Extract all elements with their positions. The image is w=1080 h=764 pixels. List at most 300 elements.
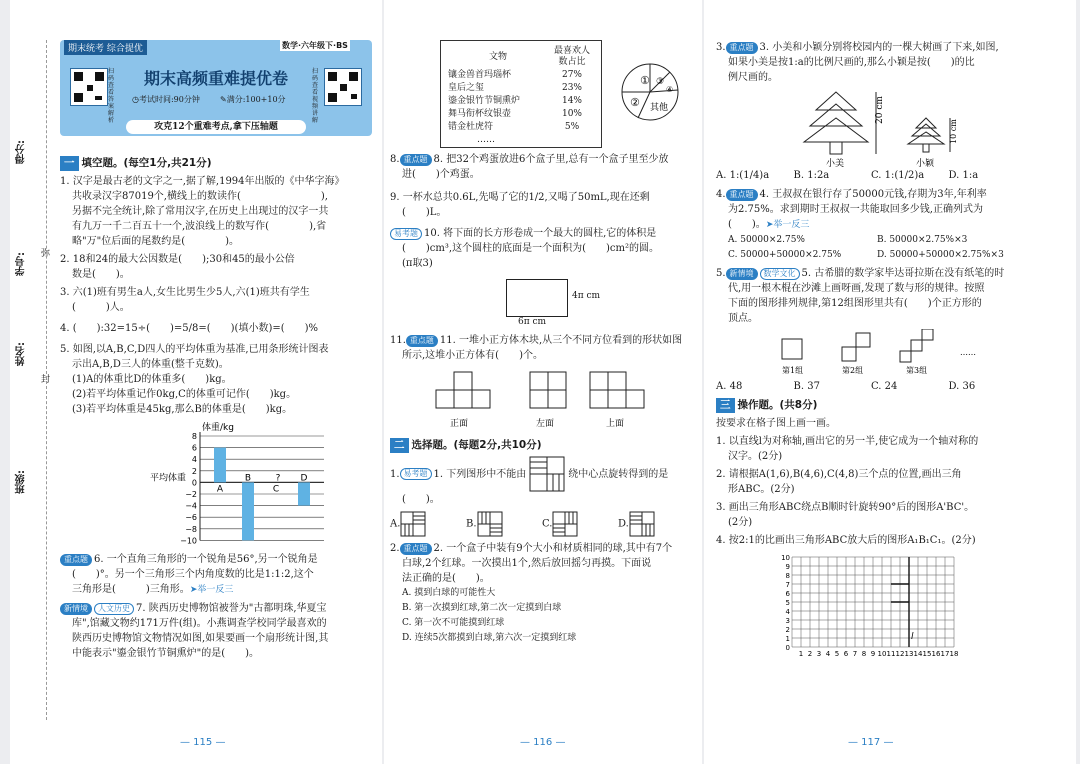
- q5-line-2: 示出A,B,D三人的体重(整千克数)。: [72, 359, 229, 370]
- x-tick-label: 18: [949, 650, 959, 658]
- page-number-117: — 117 —: [848, 737, 894, 748]
- label-score: 得分:: [16, 140, 27, 164]
- view-label-left: 左面: [536, 419, 555, 429]
- choice-5-option-b[interactable]: B. 37: [793, 381, 820, 392]
- q10-line-3: (π取3): [402, 258, 433, 269]
- choice-4-option-d[interactable]: D. 50000+50000×2.75%×3: [877, 250, 1004, 260]
- x-tick-label: 5: [834, 650, 840, 658]
- pattern-square: [782, 339, 802, 359]
- choice-5-option-a[interactable]: A. 48: [716, 381, 743, 392]
- cube-face: [454, 390, 472, 408]
- choice-2-text-1: 2. 一个盒子中装有9个大小和材质相同的球,其中有7个: [433, 543, 673, 554]
- x-tick-label: 14: [913, 650, 923, 658]
- view-top: [590, 372, 644, 408]
- option-b-shape: [477, 511, 503, 537]
- x-tick-label: 8: [861, 650, 867, 658]
- question-choice-1: [390, 456, 694, 537]
- big-tree: [804, 92, 876, 154]
- axis-l-label: l: [911, 632, 914, 642]
- tick-label: −8: [185, 524, 197, 534]
- choice-4-option-a[interactable]: A. 50000×2.75%: [728, 235, 805, 245]
- qr-left: [70, 68, 108, 106]
- y-tick-label: 0: [785, 644, 790, 652]
- choice-1-tag: 易考题: [400, 468, 432, 480]
- choice-3-text-1: 3. 小美和小颖分别将校园内的一棵大树画了下来,如图,: [759, 42, 999, 53]
- choice-2-line-1: [390, 541, 694, 556]
- x-tick-label: 6: [843, 650, 849, 658]
- exam-time-text: 考试时间:90分钟: [138, 95, 200, 104]
- cube-face: [590, 372, 608, 390]
- choice-5-line-3: 下面的图形排列规律,第12组图形里共有( )个正方形的: [728, 298, 982, 309]
- header-banner: [60, 40, 372, 136]
- pen-icon: ✎: [220, 95, 227, 104]
- bar-D: [298, 482, 310, 505]
- table-cell: 皇后之玺: [448, 83, 485, 93]
- y-tick-label: 2: [785, 626, 790, 634]
- section-1-title: [60, 156, 374, 171]
- q6-line-1: [60, 552, 374, 567]
- choice-3-line-3: 例尺画的。: [728, 72, 778, 83]
- choice-2-option-c[interactable]: C. 第一次不可能摸到红球: [402, 618, 505, 628]
- tick-label: 4: [191, 455, 197, 465]
- table-cell: 鎏金银竹节铜熏炉: [448, 96, 521, 106]
- pie-divider: [650, 90, 678, 92]
- choice-4-option-b[interactable]: B. 50000×2.75%×3: [877, 235, 968, 245]
- tree-layer: [908, 132, 944, 144]
- choice-1-option-a-label: A.: [390, 518, 401, 530]
- pattern-label: 第3组: [906, 366, 928, 375]
- operation-intro: 按要求在格子图上画一画。: [716, 418, 836, 429]
- small-tree-label: 小颖: [916, 159, 935, 168]
- choice-2-option-b[interactable]: B. 第一次摸到红球,第二次一定摸到白球: [402, 603, 562, 613]
- tick-label: 6: [191, 443, 197, 453]
- bar-B: [242, 482, 254, 540]
- average-label: 平均体重: [150, 473, 186, 484]
- q1-line-2: 共收录汉字87019个,横线上的数读作( ),: [72, 191, 328, 202]
- q7-line-3: 陕西历史博物馆文物情况如图,如果要画一个扇形统计图,其: [72, 633, 329, 644]
- x-tick-label: 10: [877, 650, 887, 658]
- tree-layer: [804, 118, 868, 142]
- sector-pie: [620, 62, 680, 122]
- q10-line-2: ( )cm³,这个圆柱的底面是一个面积为( )cm²的圆。: [402, 243, 659, 254]
- x-tick-label: 17: [940, 650, 950, 658]
- question-fill-11: [390, 333, 694, 363]
- op1-line-2: 汉字。(2分): [728, 451, 783, 462]
- pattern-ellipsis: ……: [960, 348, 976, 357]
- q6-tag: 重点题: [60, 554, 92, 566]
- table-head-artifact: 文物: [488, 51, 507, 62]
- x-tick-label: 15: [922, 650, 932, 658]
- choice-2-option-a[interactable]: A. 摸到白球的可能性大: [402, 588, 496, 598]
- x-tick-label: 7: [852, 650, 858, 658]
- page-117: [704, 0, 1076, 764]
- big-tree-height: 20 cm: [875, 96, 885, 124]
- y-tick-label: 8: [785, 572, 790, 580]
- choice-5-tag-1: 新情境: [726, 268, 758, 280]
- question-fill-8: [390, 152, 694, 182]
- small-tree: [908, 118, 950, 152]
- choice-1-option-a[interactable]: [390, 511, 466, 537]
- view-label-front: 正面: [450, 419, 469, 429]
- section-3-text: 操作题。(共8分): [737, 399, 818, 411]
- table-cell: 23%: [561, 83, 582, 93]
- big-tree-label: 小美: [826, 159, 845, 168]
- choice-4-text-1: 4. 王叔叔在银行存了50000元钱,存期为3年,年利率: [759, 189, 987, 200]
- q8-line-1: [390, 152, 694, 167]
- q8-text-1: 8. 把32个鸡蛋放进6个盒子里,总有一个盒子里至少放: [433, 154, 669, 165]
- q11-text-1: 11. 一堆小正方体木块,从三个不同方位看到的形状如图: [439, 335, 683, 346]
- view-left: [530, 372, 566, 408]
- middle-column: [390, 152, 694, 649]
- q5-line-5: (3)若平均体重是45kg,那么B的体重是( )kg。: [72, 404, 293, 415]
- q6-line-3: [60, 582, 374, 598]
- slogan: 攻克12个重难考点,拿下压轴题: [126, 120, 306, 134]
- section-2-title: [390, 438, 694, 453]
- question-fill-5: [60, 342, 374, 417]
- choice-5-line-4: 顶点。: [728, 313, 758, 324]
- q7-line-4: 中能表示"鎏金银竹节铜熏炉"的是( )。: [72, 648, 260, 659]
- q1-line-1: 1. 汉字是最古老的文字之一,据了解,1994年出版的《中华字海》: [60, 176, 345, 187]
- pattern-label: 第2组: [842, 366, 864, 375]
- paper-title: 期末高频重难提优卷: [143, 69, 288, 88]
- cube-face: [530, 372, 548, 390]
- choice-2-option-d[interactable]: D. 连续5次都摸到白球,第六次一定摸到红球: [402, 633, 577, 643]
- section-1-no: 一: [60, 156, 79, 171]
- left-column: [60, 152, 374, 664]
- view-front: [436, 372, 490, 408]
- question-fill-9: [390, 190, 694, 220]
- qr-left-text: 扫码查看答案解析: [108, 68, 115, 124]
- right-column: [716, 40, 1026, 661]
- option-d-shape: [629, 511, 655, 537]
- subject-label: 数学·六年级下·BS: [282, 41, 348, 50]
- q11-line-1: [390, 333, 694, 348]
- tick-label: −2: [185, 490, 197, 499]
- page-number-116: — 116 —: [520, 737, 566, 748]
- choice-4-options: [716, 233, 1026, 263]
- pattern-group-3: [900, 329, 933, 362]
- category-label: A: [216, 484, 224, 495]
- q7-text-1: 7. 陕西历史博物馆被誉为"古都明珠,华夏宝: [136, 603, 327, 614]
- q6-more-link[interactable]: ➤举一反三: [189, 585, 234, 595]
- tree-layer: [916, 118, 936, 128]
- choice-4-no: 4.: [716, 189, 726, 200]
- q7-line-2: 库",馆藏文物约171万件(组)。小燕调查学校同学最喜欢的: [72, 618, 327, 629]
- choice-5-line-1: [716, 266, 1026, 281]
- choice-1-text-1: 1. 下列图形中不能由: [433, 468, 527, 480]
- tree-layer: [810, 104, 862, 126]
- q5-line-3: (1)A的体重比D的体重多( )kg。: [72, 374, 232, 385]
- label-feng: 封: [41, 375, 51, 385]
- table-cell: 5%: [564, 122, 580, 132]
- op2-line-2: 形ABC。(2分): [728, 484, 795, 495]
- pattern-label: 第1组: [782, 366, 804, 375]
- section-2-no: 二: [390, 438, 409, 453]
- rect-width-label: 6π cm: [518, 317, 547, 327]
- pattern-square: [922, 329, 933, 340]
- choice-1-no: 1.: [390, 468, 400, 480]
- cube-face: [530, 390, 548, 408]
- choice-5-text-1: 5. 古希腊的数学家毕达哥拉斯在没有纸笔的时: [801, 268, 1005, 279]
- cube-face: [548, 372, 566, 390]
- y-tick-label: 1: [785, 635, 790, 643]
- tree-figures: [716, 88, 1016, 168]
- q11-line-2: 所示,这堆小正方体有( )个。: [402, 350, 543, 361]
- cube-face: [590, 390, 608, 408]
- choice-1-line-2: ( )。: [402, 494, 440, 505]
- q5-line-4: (2)若平均体重记作0kg,C的体重可记作( )kg。: [72, 389, 297, 400]
- tick-label: 8: [191, 432, 197, 441]
- question-fill-6: [60, 552, 374, 598]
- artifact-table: [447, 45, 595, 147]
- table-cell: 27%: [561, 70, 582, 80]
- label-name: 姓名:: [16, 342, 27, 366]
- bar-A: [214, 448, 226, 483]
- table-cell: 镶金兽首玛瑙杯: [448, 70, 512, 80]
- q9-line-2: ( )L。: [402, 207, 447, 218]
- question-fill-2: [60, 252, 374, 282]
- label-student-id: 学号:: [16, 252, 27, 276]
- operation-4: 4. 按2:1的比画出三角形ABC放大后的图形A₁B₁C₁。(2分): [716, 535, 976, 546]
- small-tree-height: 10 cm: [949, 119, 958, 144]
- q10-line-1: [390, 226, 694, 241]
- question-fill-3: [60, 285, 374, 315]
- choice-1-option-d-label: D.: [618, 518, 629, 530]
- q6-line-2: ( )°。另一个三角形三个内角度数的比是1:1:2,这个: [72, 569, 314, 580]
- qr-right: [324, 68, 362, 106]
- section-3-no: 三: [716, 398, 735, 413]
- three-views: [390, 366, 690, 434]
- pattern-group-1: [782, 339, 802, 359]
- pie-label: ①: [640, 74, 650, 87]
- choice-3-option-d[interactable]: D. 1:a: [948, 170, 979, 181]
- table-cell: 10%: [561, 109, 582, 119]
- choice-1-option-b-label: B.: [466, 518, 477, 530]
- y-tick-label: 9: [785, 563, 790, 571]
- y-tick-label: 4: [785, 608, 790, 616]
- clock-icon: ◷: [132, 95, 139, 104]
- binding-margin: [10, 0, 50, 764]
- choice-4-line-1: [716, 187, 1026, 202]
- choice-4-text-3: ( )。: [728, 219, 766, 230]
- choice-5-options: [716, 379, 1026, 394]
- choice-3-tag: 重点题: [726, 42, 758, 54]
- value-label: ?: [275, 473, 281, 484]
- section-1-text: 填空题。(每空1分,共21分): [81, 157, 212, 169]
- section-2-text: 选择题。(每题2分,共10分): [411, 439, 542, 451]
- choice-1-line-1: [390, 456, 694, 492]
- q7-tag-1: 新情境: [60, 603, 92, 615]
- table-row: [447, 108, 595, 121]
- rect-height-label: 4π cm: [572, 291, 601, 301]
- choice-5-line-2: 代,用一根木棍在沙滩上画呀画,发现了数与形的规律。按照: [728, 283, 985, 294]
- tree-trunk: [830, 142, 842, 154]
- choice-1-option-d[interactable]: [618, 511, 694, 537]
- y-tick-label: 10: [781, 554, 790, 562]
- choice-3-no: 3.: [716, 42, 726, 53]
- pattern-square: [900, 351, 911, 362]
- y-tick-label: 7: [785, 581, 790, 589]
- label-mi: 弥: [41, 249, 51, 259]
- pattern-group-2: [842, 333, 870, 361]
- pattern-square: [842, 347, 856, 361]
- table-cell: 错金杜虎符: [448, 122, 494, 132]
- pie-label: ③: [656, 77, 665, 87]
- tree-layer: [816, 92, 856, 110]
- artifact-table-box: [440, 40, 602, 148]
- pie-label: 其他: [650, 103, 669, 113]
- tree-trunk: [923, 144, 929, 152]
- label-class: 班级:: [16, 470, 27, 494]
- choice-1-option-b[interactable]: [466, 511, 542, 537]
- q8-line-2: 进( )个鸡蛋。: [402, 169, 480, 180]
- cube-face: [436, 390, 454, 408]
- q2-line-2: 数是( )。: [72, 269, 130, 280]
- q2-line-1: 2. 18和24的最大公因数是( );30和45的最小公倍: [60, 254, 295, 265]
- x-tick-label: 4: [825, 650, 831, 658]
- cube-face: [472, 390, 490, 408]
- x-tick-label: 9: [870, 650, 876, 658]
- banner-tag: 期末统考 综合提优: [64, 40, 147, 55]
- page-number-115: — 115 —: [180, 737, 226, 748]
- choice-4-option-c[interactable]: C. 50000+50000×2.75%: [728, 250, 842, 260]
- q11-tag: 重点题: [406, 335, 438, 347]
- tick-label: −4: [185, 501, 197, 511]
- choice-2-no: 2.: [390, 543, 400, 554]
- table-cell: [549, 134, 595, 147]
- exam-time: [132, 94, 200, 105]
- q6-text-1: 6. 一个直角三角形的一个锐角是56°,另一个锐角是: [94, 554, 318, 565]
- choice-2-line-3: 法正确的是( )。: [402, 573, 490, 584]
- table-cell: ……: [477, 135, 495, 145]
- choice-4-line-3: [716, 217, 1026, 233]
- q3-line-1: 3. 六(1)班有男生a人,女生比男生少5人,六(1)班共有学生: [60, 287, 310, 298]
- question-choice-3: [716, 40, 1026, 85]
- page-115: [10, 0, 382, 764]
- x-tick-label: 2: [807, 650, 813, 658]
- y-tick-label: 3: [785, 617, 790, 625]
- y-tick-label: 5: [785, 599, 790, 607]
- q10-tag: 易考题: [390, 228, 422, 240]
- x-tick-label: 12: [895, 650, 905, 658]
- table-row: [447, 121, 595, 134]
- q10-text-1: 10. 将下面的长方形卷成一个最大的圆柱,它的体积是: [424, 228, 657, 239]
- x-tick-label: 13: [904, 650, 914, 658]
- full-score: [220, 94, 286, 105]
- tick-label: −6: [185, 513, 197, 523]
- choice-5-option-d[interactable]: D. 36: [948, 381, 976, 392]
- choice-1-options: [390, 511, 694, 537]
- rotation-base-shape: [529, 456, 565, 492]
- page-116: [384, 0, 702, 764]
- category-label: D: [300, 473, 308, 484]
- choice-3-options: [716, 168, 1026, 183]
- choice-4-tag: 重点题: [726, 189, 758, 201]
- x-tick-label: 11: [886, 650, 896, 658]
- choice-1-option-c-label: C.: [542, 518, 553, 530]
- cube-face: [608, 390, 626, 408]
- q7-tag-2: 人文历史: [94, 603, 134, 615]
- full-score-text: 满分:100+10分: [226, 95, 286, 104]
- table-cell: 舞马衔杯纹银壶: [448, 109, 512, 119]
- q3-line-2: ( )人。: [72, 302, 130, 313]
- choice-5-option-c[interactable]: C. 24: [871, 381, 898, 392]
- table-cell: 14%: [561, 96, 582, 106]
- question-fill-10: [390, 226, 694, 271]
- q8-tag: 重点题: [400, 154, 432, 166]
- chart-title: 体重/kg: [202, 423, 234, 433]
- tick-label: 0: [191, 478, 197, 488]
- cube-face: [626, 390, 644, 408]
- choice-5-no: 5.: [716, 268, 726, 279]
- x-tick-label: 3: [816, 650, 822, 658]
- question-fill-4: 4. ( ):32=15÷( )=5/8=( )(填小数)=( )%: [60, 323, 319, 334]
- table-row: [447, 95, 595, 108]
- choice-2-line-2: 白球,2个红球。一次摸出1个,然后放回摇匀再摸。下面说: [402, 558, 652, 569]
- question-choice-4: [716, 187, 1026, 263]
- choice-3-option-b[interactable]: B. 1:2a: [793, 170, 830, 181]
- section-3-title: [716, 398, 1026, 413]
- square-pattern: [716, 329, 1016, 379]
- choice-4-line-2: 为2.75%。求到期时王叔叔一共能取回多少钱,正确列式为: [728, 204, 983, 215]
- q1-line-4: 有九万一千二百五十一个,波浪线上的数写作( ),省: [72, 221, 327, 232]
- choice-5-tag-2: 数学文化: [760, 268, 800, 280]
- question-fill-7: [60, 601, 374, 661]
- pie-label: ④: [666, 85, 674, 94]
- coordinate-grid[interactable]: [776, 551, 976, 661]
- pie-label: ②: [630, 96, 640, 109]
- pattern-square: [911, 340, 922, 351]
- tick-label: −10: [180, 536, 197, 546]
- option-c-shape: [552, 511, 578, 537]
- q11-no: 11.: [390, 335, 406, 346]
- rectangle: [506, 279, 568, 317]
- question-fill-1: [60, 174, 374, 249]
- choice-3-option-a[interactable]: A. 1:(1/4)a: [716, 170, 770, 181]
- q7-line-1: [60, 601, 374, 616]
- weight-bar-chart: [150, 420, 330, 548]
- q5-line-1: 5. 如图,以A,B,C,D四人的平均体重为基准,已用条形统计图表: [60, 344, 329, 355]
- op3-line-1: 3. 画出三角形ABC绕点B顺时针旋转90°后的图形A'BC'。: [716, 502, 975, 513]
- question-choice-2: [390, 541, 694, 646]
- q6-text-3: 三角形是( )三角形。: [72, 584, 190, 595]
- table-row: [447, 69, 595, 82]
- table-row: [447, 82, 595, 95]
- op3-line-2: (2分): [728, 517, 753, 528]
- y-tick-label: 6: [785, 590, 790, 598]
- cube-face: [454, 372, 472, 390]
- question-choice-5: [716, 266, 1026, 326]
- x-tick-label: 1: [798, 650, 804, 658]
- tick-label: 2: [191, 466, 197, 476]
- op2-line-1: 2. 请根据A(1,6),B(4,6),C(4,8)三个点的位置,画出三角: [716, 469, 962, 480]
- q9-line-1: 9. 一杯水总共0.6L,先喝了它的1/2,又喝了50mL,现在还剩: [390, 192, 650, 203]
- table-head-ratio: 最喜欢人数占比: [553, 46, 590, 67]
- q1-line-3: 另据不完全统计,除了常用汉字,在历史上出现过的汉字一共: [72, 206, 329, 217]
- rectangle-figure: [390, 275, 694, 327]
- op1-line-1: 1. 以直线l为对称轴,画出它的另一半,使它成为一个轴对称的: [716, 436, 979, 447]
- choice-3-line-2: 如果小美是按1:a的比例尺画的,那么小颖是按( )的比: [728, 57, 975, 68]
- cut-line: [46, 40, 47, 720]
- pattern-square: [856, 333, 870, 347]
- q1-line-5: 略"万"位后面的尾数约是( )。: [72, 236, 240, 247]
- choice-1-text-2: 绕中心点旋转得到的是: [568, 468, 669, 480]
- cube-face: [608, 372, 626, 390]
- choice-3-option-c[interactable]: C. 1:(1/2)a: [871, 170, 925, 181]
- choice-4-more-link[interactable]: ➤举一反三: [765, 220, 810, 230]
- choice-1-option-c[interactable]: [542, 511, 618, 537]
- operation-1: [716, 434, 1026, 464]
